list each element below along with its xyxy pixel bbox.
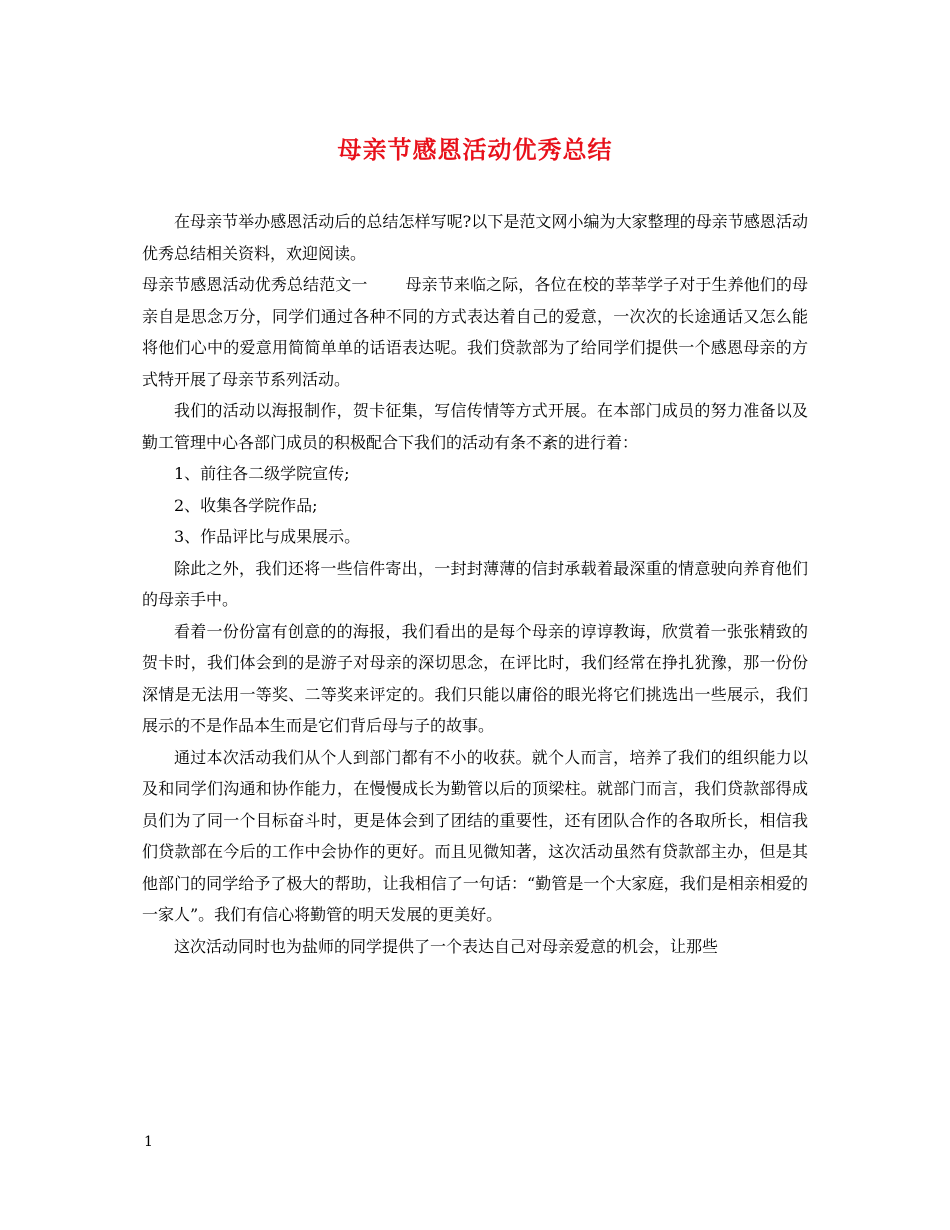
body-paragraph: 通过本次活动我们从个人到部门都有不小的收获。就个人而言，培养了我们的组织能力以及和同学们沟通和协作能力，在慢慢成长为勤管以后的顶梁柱。就部门而言，我们贷款部得成员们为了同一个目标奋斗时，更是体会到了团结的重要性，还有团队合作的各取所长，相信我们贷款部在今后的工作中会协作的更好。而且见微知著，这次活动虽然有贷款部主办，但是其他部门的同学给予了极大的帮助，让我相信了一句话：“勤管是一个大家庭，我们是相亲相爱的一家人”。我们有信心将勤管的明天发展的更美好。 [142,747,808,924]
list-item: 2、收集各学院作品; [174,495,318,515]
body-paragraph: 看着一份份富有创意的的海报，我们看出的是每个母亲的谆谆教诲，欣赏着一张张精致的贺卡时，我们体会到的是游子对母亲的深切思念，在评比时，我们经常在挣扎犹豫，那一份份深情是无法用一等奖、二等奖来评定的。我们只能以庸俗的眼光将它们挑选出一些展示，我们展示的不是作品本生而是它们背后母与子的故事。 [142,621,808,735]
section-paragraph [142,269,808,395]
body-paragraph: 我们的活动以海报制作，贺卡征集，写信传情等方式开展。在本部门成员的努力准备以及勤工管理中心各部门成员的积极配合下我们的活动有条不紊的进行着： [142,401,808,452]
intro-paragraph: 在母亲节举办感恩活动后的总结怎样写呢?以下是范文网小编为大家整理的母亲节感恩活动优秀总结相关资料，欢迎阅读。 [142,212,808,263]
document-title: 母亲节感恩活动优秀总结 [337,135,613,164]
document-body [142,206,808,962]
body-paragraph: 除此之外，我们还将一些信件寄出，一封封薄薄的信封承载着最深重的情意驶向养育他们的母亲手中。 [142,558,808,609]
section-first-text: 母亲节来临之际，各位在校的莘莘学子对于生养他们的母亲自是思念万分，同学们通过各种不同的方式表达着自己的爱意，一次次的长途通话又怎么能将他们心中的爱意用简简单单的话语表达呢。我们贷款部为了给同学们提供一个感恩母亲的方式特开展了母亲节系列活动。 [142,275,808,389]
body-paragraph: 这次活动同时也为盐师的同学提供了一个表达自己对母亲爱意的机会，让那些 [174,936,719,956]
list-item: 1、前往各二级学院宣传; [174,464,350,483]
list-item: 3、作品评比与成果展示。 [174,527,361,546]
page-number: 1 [144,1134,153,1150]
section-heading: 母亲节感恩活动优秀总结范文一 [142,275,368,294]
